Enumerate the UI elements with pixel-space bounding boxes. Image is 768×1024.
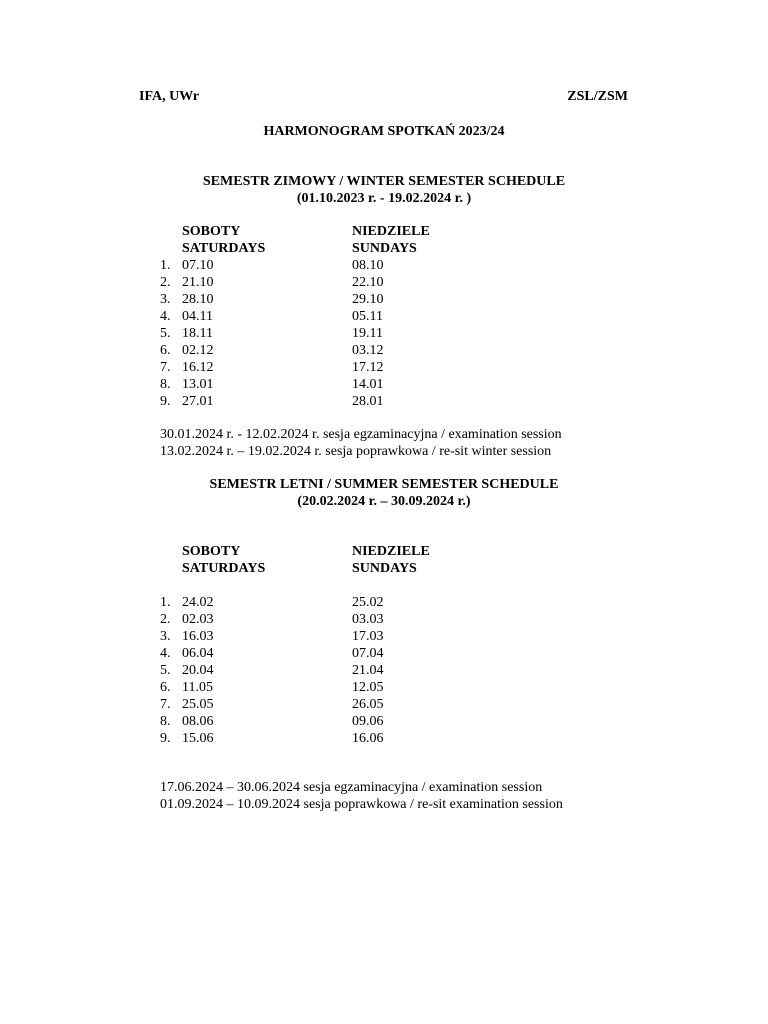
sunday-date: 08.10 — [352, 258, 384, 273]
row-number: 8. — [160, 377, 171, 392]
sunday-date: 25.02 — [352, 595, 384, 610]
saturday-date: 15.06 — [182, 731, 214, 746]
summer-col-saturday-pl: SOBOTY — [182, 544, 241, 559]
summer-col-saturday-en: SATURDAYS — [182, 561, 266, 576]
row-number: 1. — [160, 595, 171, 610]
winter-col-sunday-pl: NIEDZIELE — [352, 224, 430, 239]
winter-col-saturday-pl: SOBOTY — [182, 224, 241, 239]
summer-resit-session-note: 01.09.2024 – 10.09.2024 sesja poprawkowa / re-sit examination session — [160, 797, 563, 812]
saturday-date: 20.04 — [182, 663, 214, 678]
summer-col-sunday-en: SUNDAYS — [352, 561, 417, 576]
row-number: 2. — [160, 275, 171, 290]
row-number: 4. — [160, 646, 171, 661]
row-number: 5. — [160, 663, 171, 678]
sunday-date: 19.11 — [352, 326, 383, 341]
sunday-date: 17.12 — [352, 360, 384, 375]
row-number: 9. — [160, 731, 171, 746]
row-number: 6. — [160, 343, 171, 358]
sunday-date: 16.06 — [352, 731, 384, 746]
sunday-date: 28.01 — [352, 394, 384, 409]
row-number: 4. — [160, 309, 171, 324]
saturday-date: 25.05 — [182, 697, 214, 712]
sunday-date: 22.10 — [352, 275, 384, 290]
program-code: ZSL/ZSM — [567, 89, 628, 104]
summer-col-sunday-pl: NIEDZIELE — [352, 544, 430, 559]
row-number: 3. — [160, 292, 171, 307]
summer-exam-session-note: 17.06.2024 – 30.06.2024 sesja egzaminacyjna / examination session — [160, 780, 543, 795]
saturday-date: 16.12 — [182, 360, 214, 375]
saturday-date: 18.11 — [182, 326, 213, 341]
winter-heading: SEMESTR ZIMOWY / WINTER SEMESTER SCHEDULE — [202, 174, 566, 189]
row-number: 5. — [160, 326, 171, 341]
row-number: 7. — [160, 697, 171, 712]
saturday-date: 11.05 — [182, 680, 213, 695]
row-number: 9. — [160, 394, 171, 409]
winter-col-sunday-en: SUNDAYS — [352, 241, 417, 256]
sunday-date: 21.04 — [352, 663, 384, 678]
saturday-date: 04.11 — [182, 309, 213, 324]
sunday-date: 29.10 — [352, 292, 384, 307]
sunday-date: 12.05 — [352, 680, 384, 695]
saturday-date: 28.10 — [182, 292, 214, 307]
sunday-date: 07.04 — [352, 646, 384, 661]
saturday-date: 02.12 — [182, 343, 214, 358]
winter-date-range: (01.10.2023 r. - 19.02.2024 r. ) — [296, 191, 472, 206]
sunday-date: 17.03 — [352, 629, 384, 644]
row-number: 8. — [160, 714, 171, 729]
sunday-date: 09.06 — [352, 714, 384, 729]
sunday-date: 05.11 — [352, 309, 383, 324]
row-number: 7. — [160, 360, 171, 375]
row-number: 3. — [160, 629, 171, 644]
saturday-date: 27.01 — [182, 394, 214, 409]
sunday-date: 26.05 — [352, 697, 384, 712]
winter-resit-session-note: 13.02.2024 r. – 19.02.2024 r. sesja poprawkowa / re-sit winter session — [160, 444, 552, 459]
document-title: HARMONOGRAM SPOTKAŃ 2023/24 — [263, 124, 505, 139]
saturday-date: 08.06 — [182, 714, 214, 729]
saturday-date: 06.04 — [182, 646, 214, 661]
winter-exam-session-note: 30.01.2024 r. - 12.02.2024 r. sesja egzaminacyjna / examination session — [160, 427, 562, 442]
winter-col-saturday-en: SATURDAYS — [182, 241, 266, 256]
institution-label: IFA, UWr — [139, 89, 200, 104]
row-number: 1. — [160, 258, 171, 273]
row-number: 6. — [160, 680, 171, 695]
row-number: 2. — [160, 612, 171, 627]
saturday-date: 16.03 — [182, 629, 214, 644]
summer-date-range: (20.02.2024 r. – 30.09.2024 r.) — [297, 494, 471, 509]
saturday-date: 02.03 — [182, 612, 214, 627]
summer-heading: SEMESTR LETNI / SUMMER SEMESTER SCHEDULE — [209, 477, 559, 492]
sunday-date: 14.01 — [352, 377, 384, 392]
saturday-date: 24.02 — [182, 595, 214, 610]
sunday-date: 03.03 — [352, 612, 384, 627]
sunday-date: 03.12 — [352, 343, 384, 358]
saturday-date: 13.01 — [182, 377, 214, 392]
saturday-date: 21.10 — [182, 275, 214, 290]
saturday-date: 07.10 — [182, 258, 214, 273]
